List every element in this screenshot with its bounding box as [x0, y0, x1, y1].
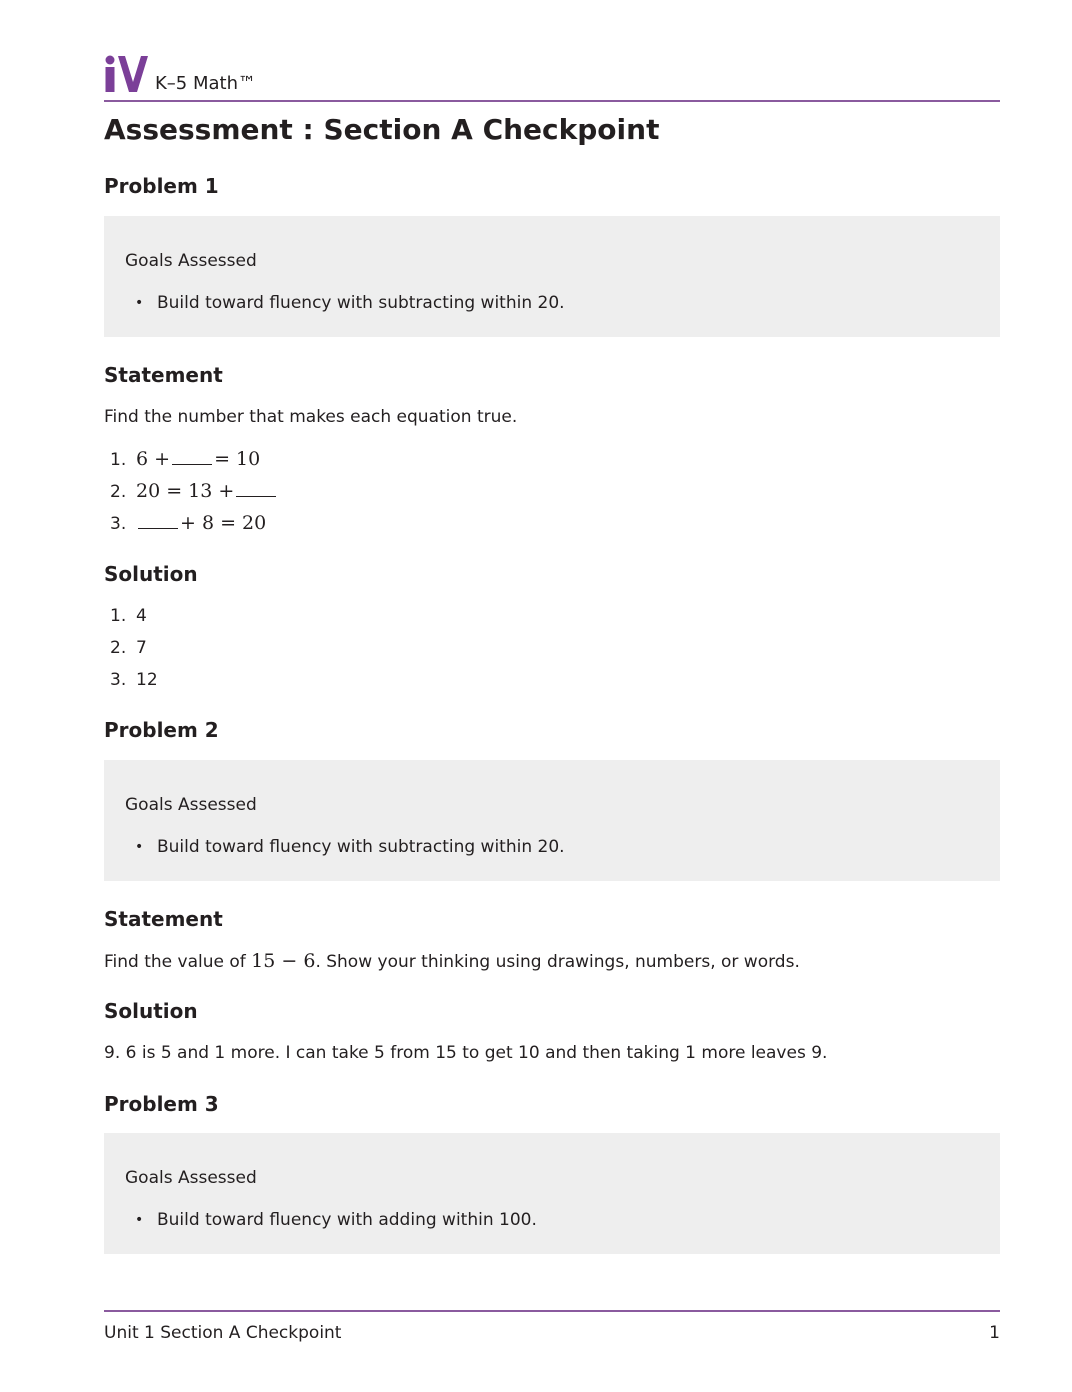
equation-part: = 10 — [214, 448, 261, 470]
statement-text: . Show your thinking using drawings, numbers, or words. — [315, 952, 800, 972]
problem-1-solution-heading: Solution — [104, 562, 198, 586]
goals-heading: Goals Assessed — [125, 251, 257, 271]
footer-unit-label: Unit 1 Section A Checkpoint — [104, 1323, 342, 1343]
problem-1-heading: Problem 1 — [104, 174, 219, 198]
solution-number: 2. — [110, 638, 127, 658]
problem-2-goals-box — [104, 760, 1000, 881]
page-number: 1 — [989, 1323, 1000, 1343]
problem-3-goals-box — [104, 1133, 1000, 1254]
equation-number: 1. — [110, 450, 127, 470]
answer-blank — [236, 480, 276, 497]
bullet-icon: • — [135, 839, 144, 855]
equation-3 — [136, 511, 266, 535]
header-divider — [104, 100, 1000, 102]
answer-blank — [172, 448, 212, 465]
footer-divider — [104, 1310, 1000, 1312]
solution-value: 12 — [136, 670, 158, 690]
problem-3-heading: Problem 3 — [104, 1092, 219, 1116]
im-logo-icon — [104, 55, 150, 93]
problem-2-statement-heading: Statement — [104, 907, 223, 931]
answer-blank — [138, 512, 178, 529]
equation-part: 20 = 13 + — [136, 480, 235, 502]
problem-2-solution-heading: Solution — [104, 999, 198, 1023]
bullet-icon: • — [135, 1212, 144, 1228]
equation-part: + 8 = 20 — [180, 512, 267, 534]
equation-2 — [136, 479, 278, 503]
problem-2-solution: 9. 6 is 5 and 1 more. I can take 5 from 15 to get 10 and then taking 1 more leaves 9. — [104, 1043, 828, 1063]
statement-text: Find the value of — [104, 952, 252, 972]
solution-value: 7 — [136, 638, 147, 658]
problem-2-heading: Problem 2 — [104, 718, 219, 742]
goal-text: Build toward fluency with subtracting within 20. — [157, 837, 565, 857]
equation-1 — [136, 447, 260, 471]
goal-text: Build toward fluency with adding within 100. — [157, 1210, 537, 1230]
logo-text: K–5 Math™ — [155, 73, 257, 94]
problem-2-statement — [104, 949, 800, 974]
goal-text: Build toward fluency with subtracting within 20. — [157, 293, 565, 313]
solution-number: 3. — [110, 670, 127, 690]
equation-part: 6 + — [136, 448, 171, 470]
statement-math: 15 − 6 — [251, 950, 316, 972]
goals-heading: Goals Assessed — [125, 1168, 257, 1188]
bullet-icon: • — [135, 295, 144, 311]
equation-number: 2. — [110, 482, 127, 502]
problem-1-statement: Find the number that makes each equation true. — [104, 407, 518, 427]
problem-1-goals-box — [104, 216, 1000, 337]
solution-number: 1. — [110, 606, 127, 626]
solution-value: 4 — [136, 606, 147, 626]
goals-heading: Goals Assessed — [125, 795, 257, 815]
problem-1-statement-heading: Statement — [104, 363, 223, 387]
page-title: Assessment : Section A Checkpoint — [104, 113, 660, 146]
equation-number: 3. — [110, 514, 127, 534]
